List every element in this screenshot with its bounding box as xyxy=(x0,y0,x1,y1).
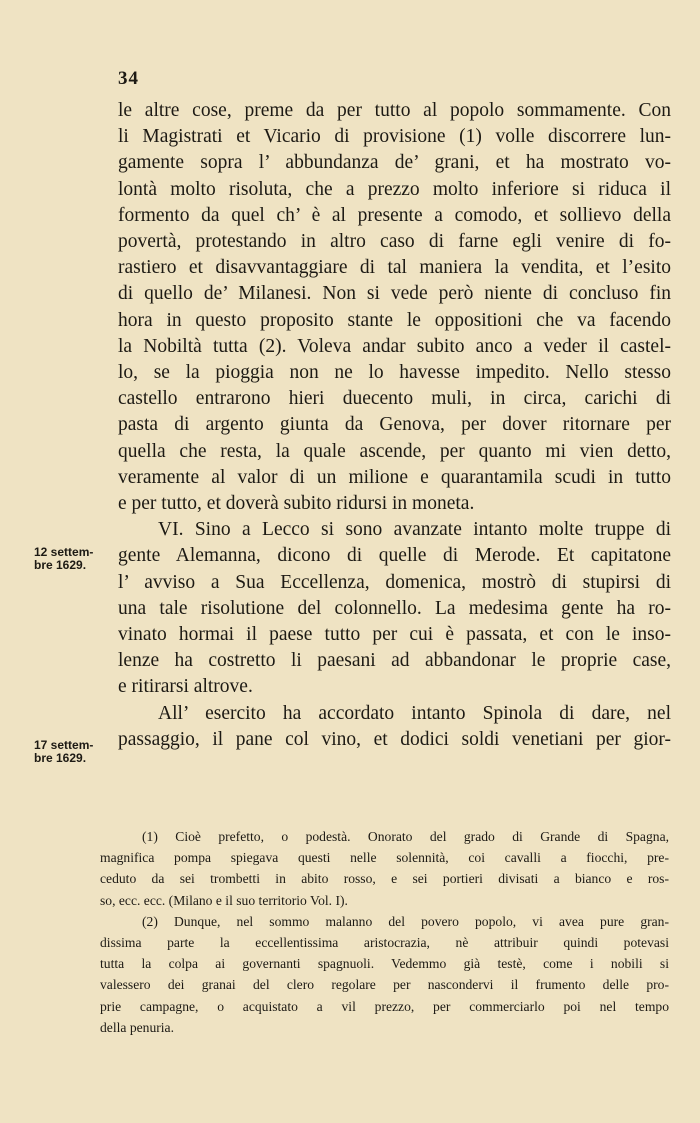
text-line: rastiero et disavvantaggiare di tal maniera la vendita, et l’esito xyxy=(118,257,671,279)
text-line: la Nobiltà tutta (2). Voleva andar subito anco a veder il castel- xyxy=(118,335,671,357)
footnote-1-line: ceduto da sei trombetti in abito rosso, e sei portieri divisati a bianco e ros- xyxy=(100,871,669,887)
text-line: e per tutto, et doverà subito ridursi in moneta. xyxy=(118,493,475,515)
margin-note-line: bre 1629. xyxy=(34,751,87,765)
footnotes xyxy=(100,826,669,1038)
margin-date-note xyxy=(34,546,106,572)
text-line: hora in questo proposito stante le oppositioni che va facendo xyxy=(118,309,671,331)
text-line: castello entrarono hieri duecento muli, in circa, carichi di xyxy=(118,388,671,410)
main-text xyxy=(118,98,671,753)
footnote-2-line: della penuria. xyxy=(100,1019,174,1035)
footnote-2-line: prie campagne, o acquistato a vil prezzo, per commerciarlo poi nel tempo xyxy=(100,998,669,1014)
text-line: pasta di argento giunta da Genova, per dover ritornare per xyxy=(118,414,671,436)
margin-note-line: 12 settem- xyxy=(34,545,94,559)
footnote-1-line: (1) Cioè prefetto, o podestà. Onorato del grado di Grande di Spagna, xyxy=(142,829,669,844)
text-line: gente Alemanna, dicono di quelle di Merode. Et capitatone xyxy=(118,545,671,567)
text-line: lo, se la pioggia non ne lo havesse impedito. Nello stesso xyxy=(118,362,671,384)
footnote-2-line: (2) Dunque, nel sommo malanno del povero popolo, vi avea pure gran- xyxy=(142,913,669,929)
margin-note-line: bre 1629. xyxy=(34,558,87,572)
text-line: vinato hormai il paese tutto per cui è passata, et con le inso- xyxy=(118,624,671,646)
text-line: lontà molto risoluta, che a prezzo molto inferiore si riduca il xyxy=(118,178,671,200)
margin-note-line: 17 settem- xyxy=(34,738,94,752)
text-line: veramente al valor di un milione e quarantamila scudi in tutto xyxy=(118,466,671,488)
text-line: formento da quel ch’ è al presente a comodo, et sollievo della xyxy=(118,204,671,226)
text-line: passaggio, il pane col vino, et dodici soldi venetiani per gior- xyxy=(118,728,671,750)
paragraph-first-line: All’ esercito ha accordato intanto Spinola di dare, nel xyxy=(158,702,671,724)
page-number: 34 xyxy=(118,68,139,89)
text-line: gamente sopra l’ abbundanza de’ grani, et ha mostrato vo- xyxy=(118,152,671,174)
text-line: quella che resta, la quale ascende, per quanto mi vien detto, xyxy=(118,440,671,462)
text-line: li Magistrati et Vicario di provisione (1) volle discorrere lun- xyxy=(118,126,671,148)
footnote-2-line: dissima parte la eccellentissima aristocrazia, nè attribuir quindi potevasi xyxy=(100,935,669,951)
text-line: una tale risolutione del colonnello. La medesima gente ha ro- xyxy=(118,597,671,619)
text-line: lenze ha costretto li paesani ad abbandonar le proprie case, xyxy=(118,650,671,672)
footnote-1-line: magnifica pompa spiegava questi nelle solennità, coi cavalli a fiocchi, pre- xyxy=(100,850,669,866)
margin-date-note xyxy=(34,739,106,765)
footnote-2-line: valessero dei granai del clero regolare per nascondervi il frumento delle pro- xyxy=(100,977,669,993)
footnote-1-line: so, ecc. ecc. (Milano e il suo territorio Vol. I). xyxy=(100,892,348,908)
text-line: l’ avviso a Sua Eccellenza, domenica, mostrò di stupirsi di xyxy=(118,571,671,593)
text-line: e ritirarsi altrove. xyxy=(118,676,253,698)
text-line: le altre cose, preme da per tutto al popolo sommamente. Con xyxy=(118,100,671,121)
footnote-2-line: tutta la colpa ai governanti spagnuoli. Vedemmo già testè, come i nobili si xyxy=(100,956,669,972)
text-line: di quello de’ Milanesi. Non si vede però niente di concluso fin xyxy=(118,283,671,305)
section-vi-first-line: VI. Sino a Lecco si sono avanzate intanto molte truppe di xyxy=(158,519,671,541)
text-line: povertà, protestando in altro caso di farne egli venire di fo- xyxy=(118,231,671,253)
